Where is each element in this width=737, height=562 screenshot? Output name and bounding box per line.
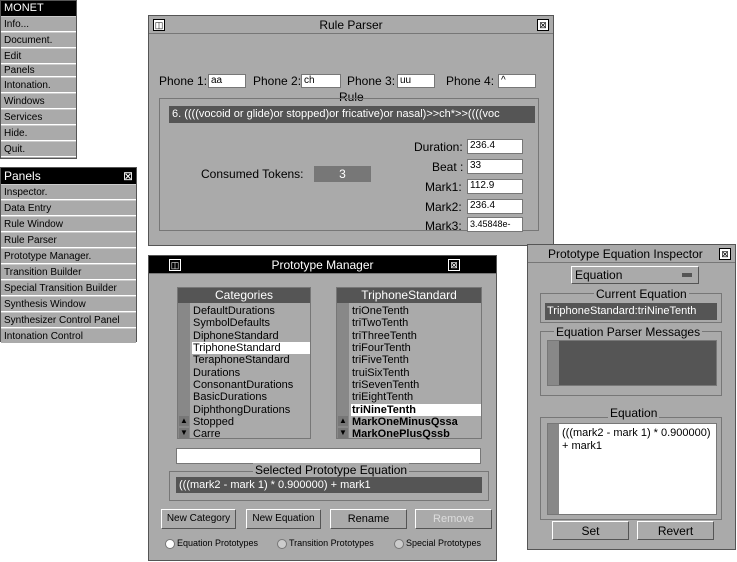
panels-item-synthesis-window[interactable]: Synthesis Window	[1, 296, 136, 312]
new-equation-button[interactable]: New Equation	[246, 509, 321, 529]
duration-field[interactable]: 236.4	[467, 139, 523, 154]
panels-item-special-transition-builder[interactable]: Special Transition Builder	[1, 280, 136, 296]
prototype-manager-titlebar	[149, 256, 496, 274]
menu-item-document[interactable]: Document.	[1, 32, 76, 48]
panels-item-rule-window[interactable]: Rule Window	[1, 216, 136, 232]
rule-parser-window	[148, 15, 554, 246]
current-equation-label: Current Equation	[596, 287, 687, 301]
mark3-field[interactable]: 3.45848e-	[467, 217, 523, 232]
mark1-field[interactable]: 112.9	[467, 179, 523, 194]
prototype-item[interactable]: triEightTenth	[352, 391, 414, 403]
category-item[interactable]: DiphoneStandard	[193, 330, 279, 342]
prototype-item[interactable]: triOneTenth	[352, 305, 409, 317]
equation-inspector-titlebar	[528, 245, 735, 263]
consumed-tokens-label: Consumed Tokens:	[201, 167, 304, 181]
menu-item-services[interactable]: Services	[1, 109, 76, 125]
prototypes-list[interactable]	[336, 287, 482, 439]
category-item[interactable]: Durations	[193, 367, 241, 379]
equation-prototypes-label: Equation Prototypes	[177, 538, 259, 548]
category-item[interactable]: Carre	[193, 428, 221, 440]
popup-indicator-icon	[682, 273, 692, 277]
category-item[interactable]: BasicDurations	[193, 391, 267, 403]
new-category-button[interactable]: New Category	[161, 509, 236, 529]
prototype-item[interactable]: truiSixTenth	[352, 367, 410, 379]
mark2-label: Mark2:	[425, 200, 462, 214]
menu-item-intonation[interactable]: Intonation.	[1, 77, 76, 93]
categories-list[interactable]	[177, 287, 311, 439]
selected-equation-value: (((mark2 - mark 1) * 0.900000) + mark1	[176, 477, 482, 493]
prototype-item-selected[interactable]: triNineTenth	[351, 404, 481, 416]
consumed-tokens-value: 3	[314, 166, 371, 182]
main-menu-title: MONET	[1, 1, 76, 16]
category-item[interactable]: ConsonantDurations	[193, 379, 294, 391]
equation-inspector-title: Prototype Equation Inspector	[548, 247, 703, 261]
category-item[interactable]: TeraphoneStandard	[193, 354, 290, 366]
equation-textarea[interactable]	[547, 423, 717, 515]
set-button[interactable]: Set	[552, 521, 629, 540]
special-prototypes-label: Special Prototypes	[406, 538, 482, 548]
special-prototypes-radio[interactable]	[394, 538, 481, 549]
main-menu	[0, 0, 77, 159]
category-item[interactable]: DiphthongDurations	[193, 404, 291, 416]
prototypes-header: TriphoneStandard	[337, 288, 481, 303]
rename-button[interactable]: Rename	[330, 509, 407, 529]
mark2-field[interactable]: 236.4	[467, 199, 523, 214]
category-item[interactable]: SymbolDefaults	[193, 317, 271, 329]
radio-dot	[165, 539, 175, 549]
panels-item-synthesizer-control-panel[interactable]: Synthesizer Control Panel	[1, 312, 136, 328]
radio-dot	[394, 539, 404, 549]
equation-line-1: (((mark2 - mark 1) * 0.900000)	[562, 427, 711, 439]
prototype-item[interactable]: triSevenTenth	[352, 379, 420, 391]
inspector-popup[interactable]	[571, 266, 699, 284]
menu-item-info[interactable]: Info...	[1, 16, 76, 32]
equation-line-2: + mark1	[562, 440, 603, 452]
mark1-label: Mark1:	[425, 180, 462, 194]
rule-parser-title: Rule Parser	[319, 18, 383, 32]
parser-messages-area[interactable]	[547, 340, 717, 386]
close-icon[interactable]: ⊠	[719, 248, 731, 260]
scroll-down-icon[interactable]: ▼	[180, 428, 188, 437]
category-item[interactable]: DefaultDurations	[193, 305, 275, 317]
prototype-manager-window	[148, 255, 497, 561]
close-icon[interactable]: ⊠	[537, 19, 549, 31]
panels-item-inspector[interactable]: Inspector.	[1, 184, 136, 200]
current-equation-value: TriphoneStandard:triNineTenth	[545, 303, 717, 320]
scroll-up-icon[interactable]: ▲	[180, 416, 188, 425]
equation-scrollbar[interactable]	[548, 424, 559, 514]
prototype-item[interactable]: triThreeTenth	[352, 330, 417, 342]
mark3-label: Mark3:	[425, 219, 462, 233]
equation-label: Equation	[610, 406, 658, 420]
prototype-item[interactable]: MarkOneMinusQssa	[352, 416, 458, 428]
beat-label: Beat :	[432, 160, 464, 174]
revert-button[interactable]: Revert	[637, 521, 714, 540]
phone4-label: Phone 4:	[446, 74, 495, 88]
phone4-field[interactable]: ^	[498, 74, 536, 88]
panels-item-data-entry[interactable]: Data Entry	[1, 200, 136, 216]
rule-text[interactable]: 6. ((((vocoid or glide)or stopped)or fricative)or nasal)>>ch*>>((((voc	[169, 106, 535, 123]
panels-item-rule-parser[interactable]: Rule Parser	[1, 232, 136, 248]
phone1-label: Phone 1:	[159, 74, 208, 88]
rule-parser-titlebar	[149, 16, 553, 34]
phone3-label: Phone 3:	[347, 74, 396, 88]
panels-item-transition-builder[interactable]: Transition Builder	[1, 264, 136, 280]
parser-messages-scrollbar[interactable]	[548, 341, 559, 385]
parser-messages-label: Equation Parser Messages	[556, 325, 701, 339]
panels-menu-title-text: Panels	[4, 169, 41, 183]
phone2-field[interactable]: ch	[301, 74, 341, 88]
panels-menu-title	[1, 168, 136, 184]
miniaturize-icon[interactable]: ◫	[170, 260, 180, 270]
equation-prototypes-radio[interactable]	[165, 538, 258, 549]
close-icon[interactable]: ⊠	[448, 259, 460, 271]
category-item[interactable]: Stopped	[193, 416, 234, 428]
phone1-field[interactable]: aa	[208, 74, 246, 88]
beat-field[interactable]: 33	[467, 159, 523, 174]
close-icon[interactable]: ⊠	[122, 169, 133, 183]
scroll-up-icon[interactable]: ▲	[339, 416, 347, 425]
menu-item-hide[interactable]: Hide.	[1, 125, 76, 141]
menu-item-edit[interactable]: Edit	[1, 48, 76, 64]
miniaturize-icon[interactable]: ◫	[154, 20, 164, 30]
menu-item-windows[interactable]: Windows	[1, 93, 76, 109]
remove-button[interactable]: Remove	[415, 509, 492, 529]
equation-inspector-window	[527, 244, 736, 550]
category-item-selected[interactable]: TriphoneStandard	[192, 342, 310, 354]
scroll-down-icon[interactable]: ▼	[339, 428, 347, 437]
menu-item-quit[interactable]: Quit.	[1, 141, 76, 157]
phone3-field[interactable]: uu	[397, 74, 435, 88]
selected-equation-label: Selected Prototype Equation	[255, 463, 408, 477]
prototype-name-input[interactable]	[176, 448, 481, 464]
inspector-popup-label: Equation	[575, 268, 623, 282]
categories-header: Categories	[178, 288, 310, 303]
panels-item-intonation-control[interactable]: Intonation Control	[1, 328, 136, 344]
prototype-item[interactable]: MarkOnePlusQssb	[352, 428, 450, 440]
prototype-manager-title: Prototype Manager	[271, 258, 374, 272]
prototype-item[interactable]: triTwoTenth	[352, 317, 409, 329]
radio-dot	[277, 539, 287, 549]
prototype-item[interactable]: triFourTenth	[352, 342, 411, 354]
panels-item-prototype-manager[interactable]: Prototype Manager.	[1, 248, 136, 264]
phone2-label: Phone 2:	[253, 74, 302, 88]
panels-menu	[0, 167, 137, 342]
menu-item-panels[interactable]: Panels	[1, 64, 76, 77]
duration-label: Duration:	[414, 140, 463, 154]
prototype-item[interactable]: triFiveTenth	[352, 354, 409, 366]
transition-prototypes-radio[interactable]	[277, 538, 374, 549]
transition-prototypes-label: Transition Prototypes	[289, 538, 374, 548]
rule-label: Rule	[339, 90, 364, 104]
